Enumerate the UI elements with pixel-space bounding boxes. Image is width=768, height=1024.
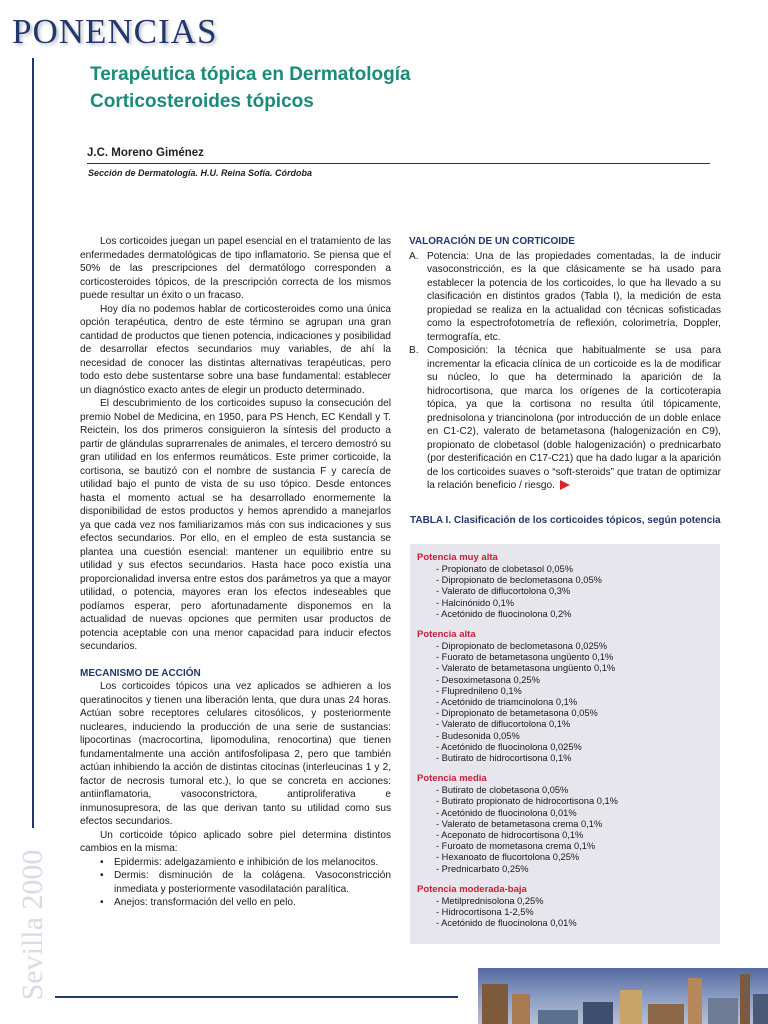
vertical-caption	[18, 845, 48, 1005]
category-title: Potencia muy alta	[417, 552, 498, 563]
table-row: - Dipropionato de beclometasona 0,05%	[436, 575, 602, 586]
effects-list	[80, 856, 391, 910]
table-row: - Halcinónido 0,1%	[436, 597, 515, 608]
affiliation: Sección de Dermatología. H.U. Reina Sofía. Córdoba	[88, 168, 313, 178]
table-row: - Dipropionato de betametasona 0,05%	[436, 708, 598, 719]
skyline-shape	[512, 994, 530, 1024]
skyline-shape	[648, 1004, 684, 1024]
table-row: - Acetónido de triamcinolona 0,1%	[436, 697, 578, 708]
table-row: - Propionato de clobetasol 0,05%	[436, 564, 573, 574]
lettered-item	[409, 250, 721, 345]
paragraph: Los corticoides juegan un papel esencial en el tratamiento de las enfermedades dermatológicas de tipo inflamatorio. Se piensa que el 50% de las prescripciones del dermatólogo corresponden a corticosteroides tópicos, de la prescripción correcta de los mismos puede resultar un éxito o un fracaso.	[80, 236, 391, 301]
article-title-line2: Corticosteroides tópicos	[90, 91, 314, 112]
potency-category	[417, 884, 712, 930]
table-row: - Acetónido de fluocinolona 0,2%	[436, 608, 572, 619]
table-row: - Fluprednileno 0,1%	[436, 685, 522, 696]
table-row: - Hexanoato de flucortolona 0,25%	[436, 852, 580, 863]
vertical-caption-text: Sevilla 2000	[16, 849, 49, 1001]
potency-category	[417, 629, 712, 764]
lettered-item	[409, 344, 721, 493]
left-column	[80, 235, 391, 910]
item-letter: B.	[409, 345, 419, 356]
right-column	[409, 235, 721, 493]
table-row: - Furoato de mometasona crema 0,1%	[436, 841, 596, 852]
potency-table	[410, 544, 720, 944]
paragraph: El descubrimiento de los corticoides supuso la consecución del premio Nobel de Medicina, en 1950, para PS Hench, EC Kendall y T. Reictein, los dos primeros consiguieron la síntesis del producto a partir de glándulas suprarrenales de animales, el tercero demostró su gran utilidad en los enfermos reumáticos. Este primer corticoide, la cortisona, se bautizó con el nombre de sustancia F y carecía de utilidad bajo el punto de vista de su uso tópico. Desde entonces hasta el momento actual se ha desarrollado enormemente la disponibilidad de estos productos y hemos aprendido a manejarlos ya que cada vez nos familiarizamos más con sus indicaciones y sus efectos secundarios. Por ello, en el empleo de esta sustancia se plantea una cuestión esencial: mantener un equilibrio entre su utilidad y sus efectos secundarios. Hasta hace poco existía una proporcionalidad inversa entre estos dos parámetros ya que a mayor utilidad, o potencia, mayores eran los efectos indeseables que podíamos esperar, pero afortunadamente disponemos en la actualidad de nuevas opciones que permiten usar productos de potencia aceptable con una menor capacidad para inducir efectos secundarios.	[80, 398, 391, 652]
skyline-shape	[708, 998, 738, 1024]
table-row: - Butirato propionato de hidrocortisona 0,1%	[436, 796, 618, 807]
table-row: - Butirato de clobetasona 0,05%	[436, 785, 569, 796]
table-caption: TABLA I. Clasificación de los corticoides tópicos, según potencia	[410, 515, 721, 526]
skyline-shape	[620, 990, 642, 1024]
table-row: - Metilprednisolona 0,25%	[436, 895, 544, 906]
item-letter: A.	[409, 250, 419, 262]
valoracion-heading: VALORACIÓN DE UN CORTICOIDE	[409, 236, 575, 247]
item-text: Potencia: Una de las propiedades comentadas, la de inducir vasoconstricción, es la que clásicamente se ha usado para establecer la potencia de los corticoides, lo que ha llevado a su clasificación en distintos grados (Tabla I), la medición de esta propiedad se realiza en la actualidad con técnicas sofisticadas como la espectrofotometría de reflexión, colorimetría, Doppler, termografía, etc.	[427, 250, 721, 343]
item-text: Composición: la técnica que habitualmente se usa para incrementar la eficacia clínica de un corticoide es la de modificar su núcleo, lo que ha determinado la aparición de la hidrocortisona, que marca los orígenes de la corticoterapia tópica, ya que la cortisona no resulta útil tópicamente, prednisolona y triancinolona (por introducción de un doble enlace en C1-C2), valerato de betametasona (halogenización en C9), propionato de clobetasol (doble halogenización) o prednicarbato (por desterificación en C17-C21) que ha dado lugar a la aparición de los corticoides suaves o “soft-steroids” que tratan de optimizar la relación beneficio / riesgo.	[427, 345, 721, 491]
skyline-shape	[482, 984, 508, 1024]
mechanism-paragraphs	[80, 680, 391, 856]
table-row: - Dipropionato de beclometasona 0,025%	[436, 641, 608, 652]
article-title-line1: Terapéutica tópica en Dermatología	[90, 64, 411, 85]
category-title: Potencia media	[417, 773, 487, 785]
table-row: - Valerato de diflucortolona 0,1%	[436, 719, 571, 730]
table-row: - Aceponato de hidrocortisona 0,1%	[436, 830, 584, 841]
potency-category	[417, 773, 712, 875]
list-item: • Anejos: transformación del vello en pelo.	[114, 896, 391, 910]
skyline-shape	[688, 978, 702, 1024]
table-row: - Acetónido de fluocinolona 0,01%	[436, 918, 577, 929]
red-arrow-right-icon	[560, 480, 570, 490]
sevilla-skyline-photo-strip	[478, 968, 768, 1024]
table-row: - Fuorato de betametasona ungüento 0,1%	[436, 652, 614, 663]
table-row: - Butirato de hidrocortisona 0,1%	[436, 753, 572, 764]
table-row: - Prednicarbato 0,25%	[436, 863, 529, 874]
section-tag: PONENCIAS	[12, 12, 218, 51]
intro-paragraphs	[80, 235, 391, 654]
author-name: J.C. Moreno Giménez	[87, 147, 204, 159]
paragraph: Hoy día no podemos hablar de corticosteroides como una única opción terapéutica, dentro de este término se agrupan una gran cantidad de productos que tienen potencia, indicaciones y posibilidad de desarrollar efectos secundarios muy variables, de ahí la necesidad de conocer las distintas alternativas terapéuticas, pero todo esto debe sustentarse sobre una base fundamental: establecer un diagnóstico exacto antes de elegir un producto determinado.	[80, 303, 391, 396]
table-row: - Desoximetasona 0,25%	[436, 674, 540, 685]
table-row: - Valerato de betametasona ungüento 0,1%	[436, 663, 616, 674]
vertical-rule	[32, 58, 34, 828]
table-row: - Acetónido de fluocinolona 0,025%	[436, 741, 582, 752]
skyline-shape	[753, 994, 768, 1024]
table-row: - Acetónido de fluocinolona 0,01%	[436, 807, 577, 818]
paragraph: Los corticoides tópicos una vez aplicados se adhieren a los queratinocitos y tienen una liberación lenta, que dura unas 24 horas. Actúan sobre receptores celulares citosólicos, y posteriormente nucleares, induciendo la producción de una serie de sustancias: lipocortinas (macrocortina, lipomodulina, renocortina) que tienen fundamentalmente una acción antifosfolipasa 2, pero que también actúan inhibiendo la acción de distintas citocinas (interleucinas 1 y 2, factor de necrosis tumoral etc.), lo que se concreta en acciones: antiinflamatoria, vasoconstrictora, antiproliferativa e inmunosupresora, de las que derivan tanto su utilidad como sus efectos secundarios.	[80, 681, 391, 827]
skyline-shape	[538, 1010, 578, 1024]
category-title: Potencia alta	[417, 629, 476, 641]
skyline-shape	[583, 1002, 613, 1024]
potency-category	[417, 552, 712, 620]
table-row: - Hidrocortisona 1-2,5%	[436, 907, 534, 918]
author-rule	[87, 163, 710, 164]
category-title: Potencia moderada-baja	[417, 883, 527, 895]
bottom-rule	[55, 996, 458, 998]
list-item: • Dermis: disminución de la colágena. Vasoconstricción inmediata y posteriormente vasodilatación paralítica.	[114, 869, 391, 896]
table-row: - Valerato de betametasona crema 0,1%	[436, 818, 603, 829]
table-row: - Valerato de diflucortolona 0,3%	[436, 586, 571, 597]
list-item: • Epidermis: adelgazamiento e inhibición de los melanocitos.	[114, 856, 391, 870]
paragraph: Un corticoide tópico aplicado sobre piel determina distintos cambios en la misma:	[80, 829, 391, 854]
mechanism-heading: MECANISMO DE ACCIÓN	[80, 667, 201, 679]
skyline-shape	[740, 974, 750, 1024]
table-row: - Budesonida 0,05%	[436, 730, 520, 741]
